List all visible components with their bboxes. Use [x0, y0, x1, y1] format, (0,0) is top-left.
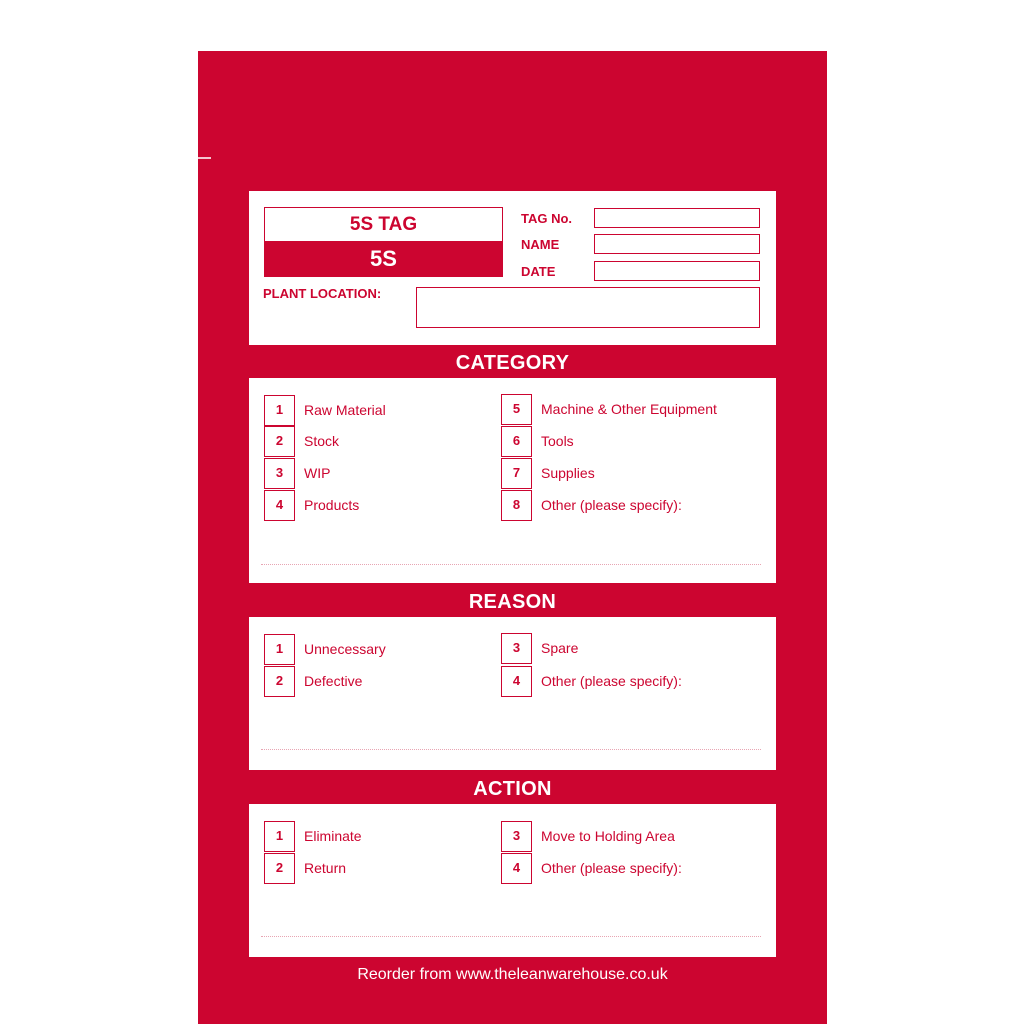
checkbox-number: 5: [501, 394, 532, 425]
category-label: Machine & Other Equipment: [541, 401, 717, 417]
date-field[interactable]: [594, 261, 760, 281]
date-label: DATE: [521, 264, 556, 279]
tag-title-box: [264, 207, 503, 277]
action-label: Return: [304, 860, 347, 876]
action-label: Move to Holding Area: [541, 828, 675, 844]
reason-panel: [249, 617, 776, 770]
name-label: NAME: [521, 237, 560, 252]
tag-no-label: TAG No.: [521, 211, 573, 226]
category-label: WIP: [304, 465, 331, 481]
checkbox-number: 1: [264, 395, 295, 426]
action-panel: [249, 804, 776, 957]
tag-title: 5S TAG: [264, 207, 503, 241]
tag-notch-mark: [198, 157, 211, 159]
checkbox-number: 2: [264, 853, 295, 884]
reason-label: Defective: [304, 673, 363, 689]
specify-dotted-line[interactable]: [261, 749, 761, 750]
reason-label: Other (please specify):: [541, 673, 682, 689]
specify-dotted-line[interactable]: [261, 564, 761, 565]
category-label: Stock: [304, 433, 340, 449]
checkbox-number: 2: [264, 666, 295, 697]
checkbox-number: 3: [501, 821, 532, 852]
checkbox-number: 2: [264, 426, 295, 457]
reorder-footer: Reorder from www.theleanwarehouse.co.uk: [357, 966, 668, 983]
checkbox-number: 3: [264, 458, 295, 489]
category-title: CATEGORY: [455, 352, 570, 374]
category-label: Products: [304, 497, 360, 513]
reason-title: REASON: [468, 591, 557, 613]
checkbox-number: 4: [501, 853, 532, 884]
checkbox-number: 3: [501, 633, 532, 664]
checkbox-number: 4: [501, 666, 532, 697]
checkbox-number: 1: [264, 634, 295, 665]
tag-no-field[interactable]: [594, 208, 760, 228]
checkbox-number: 4: [264, 490, 295, 521]
category-label: Raw Material: [304, 402, 386, 418]
name-field[interactable]: [594, 234, 760, 254]
checkbox-number: 7: [501, 458, 532, 489]
action-label: Other (please specify):: [541, 860, 682, 876]
reason-label: Unnecessary: [304, 641, 386, 657]
plant-location-label: PLANT LOCATION:: [263, 286, 382, 301]
tag-subtitle: 5S: [264, 241, 503, 277]
action-label: Eliminate: [304, 828, 362, 844]
tag-header-panel: [249, 191, 776, 345]
plant-location-field[interactable]: [416, 287, 760, 328]
checkbox-number: 8: [501, 490, 532, 521]
category-label: Other (please specify):: [541, 497, 682, 513]
category-label: Supplies: [541, 465, 595, 481]
category-label: Tools: [541, 433, 574, 449]
action-title: ACTION: [473, 778, 552, 800]
category-panel: [249, 378, 776, 583]
specify-dotted-line[interactable]: [261, 936, 761, 937]
checkbox-number: 1: [264, 821, 295, 852]
reason-label: Spare: [541, 640, 579, 656]
checkbox-number: 6: [501, 426, 532, 457]
